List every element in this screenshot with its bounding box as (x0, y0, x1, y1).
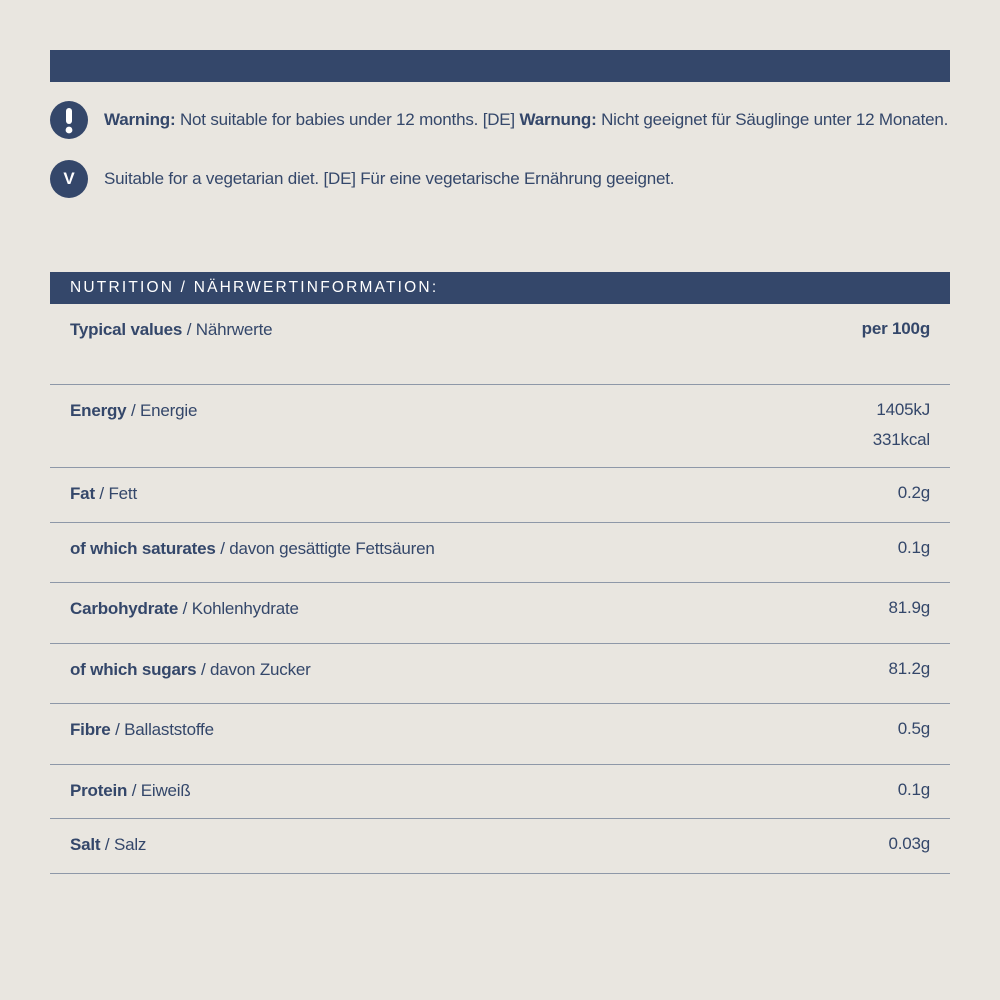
row-label (70, 401, 197, 421)
row-label (70, 781, 191, 801)
warning-label-en: Warning: (104, 110, 176, 129)
row-label-de: / davon gesättigte Fettsäuren (215, 539, 435, 558)
warning-text (104, 110, 948, 130)
table-row-fat (50, 468, 950, 523)
row-label-de: / Salz (100, 835, 147, 854)
nutrition-title: NUTRITION / NÄHRWERTINFORMATION: (70, 279, 439, 296)
warning-text-de: Nicht geeignet für Säuglinge unter 12 Monaten. (601, 110, 949, 129)
row-label (70, 835, 146, 855)
header-label-de: / Nährwerte (182, 320, 273, 339)
row-label-de: / Eiweiß (127, 781, 191, 800)
vegetarian-notice (50, 160, 674, 198)
table-row-fibre (50, 704, 950, 765)
row-label (70, 484, 137, 504)
exclamation-icon (50, 101, 88, 139)
row-label-en: Carbohydrate (70, 599, 179, 618)
row-label (70, 539, 435, 559)
row-label (70, 599, 299, 619)
row-value: 0.5g (897, 719, 930, 738)
nutrition-table (50, 304, 950, 874)
row-value: 0.2g (897, 483, 930, 502)
row-label-en: Salt (70, 835, 101, 854)
warning-text-en: Not suitable for babies under 12 months. (179, 110, 479, 129)
table-row-sugars (50, 644, 950, 704)
row-label-de: / Fett (94, 484, 137, 503)
row-label (70, 720, 214, 740)
table-row-energy (50, 385, 950, 468)
energy-kj-value: 1405kJ (876, 400, 930, 419)
row-label-en: of which saturates (70, 539, 216, 558)
header-label (70, 320, 272, 340)
row-label-de: / Kohlenhydrate (178, 599, 299, 618)
table-row-salt (50, 819, 950, 874)
table-header-row (50, 304, 950, 385)
table-row-saturates (50, 523, 950, 583)
row-label-de: / davon Zucker (196, 660, 311, 679)
table-row-protein (50, 765, 950, 819)
row-label-en: Energy (70, 401, 127, 420)
row-value: 0.03g (888, 834, 930, 853)
row-value (873, 395, 930, 455)
row-label-de: / Energie (126, 401, 198, 420)
row-label-en: of which sugars (70, 660, 197, 679)
warning-lang-tag: [DE] (482, 110, 515, 129)
row-value: 0.1g (897, 780, 930, 799)
row-value: 81.2g (888, 659, 930, 678)
row-label-de: / Ballaststoffe (110, 720, 214, 739)
row-label-en: Protein (70, 781, 128, 800)
vegetarian-v-icon: V (50, 160, 88, 198)
warning-notice (50, 101, 948, 139)
header-value: per 100g (861, 319, 930, 338)
top-banner-bar (50, 50, 950, 82)
row-value: 81.9g (888, 598, 930, 617)
table-row-carbohydrate (50, 583, 950, 644)
energy-kcal-value: 331kcal (872, 430, 930, 449)
header-label-en: Typical values (70, 320, 183, 339)
row-label-en: Fat (70, 484, 95, 503)
row-value: 0.1g (897, 538, 930, 557)
warning-label-de: Warnung: (519, 110, 597, 129)
vegetarian-text: Suitable for a vegetarian diet. [DE] Für eine vegetarische Ernährung geeignet. (104, 169, 675, 188)
row-label (70, 660, 311, 680)
row-label-en: Fibre (70, 720, 111, 739)
nutrition-title-bar (50, 272, 950, 304)
